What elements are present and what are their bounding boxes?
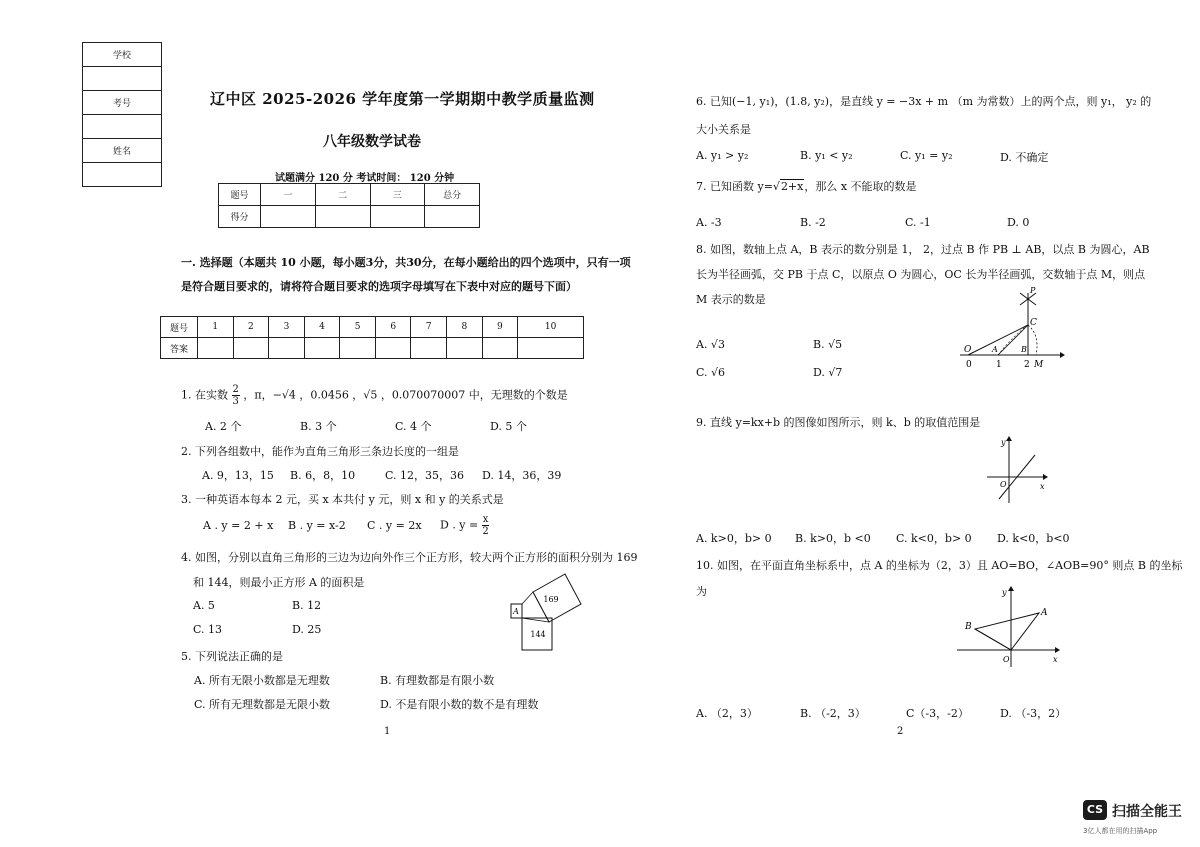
q3-option-a: A . y = 2 + x xyxy=(203,519,274,532)
answer-qnum: 1 xyxy=(198,317,234,338)
q10-option-b: B. （-2，3） xyxy=(800,707,866,720)
exam-meta: 试题满分 120 分 考试时间： 120 分钟 xyxy=(275,173,455,184)
q8-option-d: D. √7 xyxy=(813,366,843,379)
q5-option-a: A. 所有无限小数都是无理数 xyxy=(194,674,330,687)
q4-option-a: A. 5 xyxy=(193,599,215,612)
q10-label-b: B xyxy=(965,622,972,632)
q7-radical-sign: √ xyxy=(772,180,780,193)
answer-cell xyxy=(518,338,584,359)
q9-option-c: C. k<0，b> 0 xyxy=(896,532,972,545)
q9-line-graph-figure xyxy=(985,433,1055,505)
answer-qnum: 3 xyxy=(269,317,305,338)
q3-frac-num: x xyxy=(482,514,489,525)
answer-cell xyxy=(233,338,269,359)
q10-option-d: D. （-3，2） xyxy=(1000,707,1067,720)
q1-option-a: A. 2 个 xyxy=(205,420,242,433)
answer-cell xyxy=(375,338,411,359)
answer-row1-label: 题号 xyxy=(161,317,198,338)
score-header: 一 xyxy=(261,184,316,206)
page-number-1: 1 xyxy=(384,726,391,737)
answer-qnum: 6 xyxy=(375,317,411,338)
q4-squares-figure xyxy=(505,572,585,652)
q7-option-a: A. -3 xyxy=(696,216,722,229)
q9-option-d: D. k<0，b<0 xyxy=(997,532,1070,545)
name-label: 姓名 xyxy=(83,139,162,163)
section1-line2: 是符合题目要求的，请将符合题目要求的选项字母填写在下表中对应的题号下面） xyxy=(181,280,577,293)
watermark-brand: 扫描全能王 xyxy=(1112,804,1182,820)
q8-label-m: M xyxy=(1034,360,1044,370)
answer-qnum: 8 xyxy=(447,317,483,338)
answer-cell xyxy=(340,338,376,359)
q6-option-a: A. y₁ > y₂ xyxy=(696,149,749,162)
student-info-box xyxy=(82,42,162,187)
answer-qnum: 7 xyxy=(411,317,447,338)
q10-label-y: y xyxy=(1002,588,1007,597)
q7-radicand: 2+x xyxy=(780,180,804,193)
q8-label-o: O xyxy=(964,345,972,355)
q7-post: ，那么 x 不能取的数是 xyxy=(804,180,917,193)
q10-label-o: O xyxy=(1003,655,1010,664)
q8-label-b: B xyxy=(1021,345,1027,354)
score-row-label: 得分 xyxy=(219,206,261,228)
q10-line1: 10. 如图，在平面直角坐标系中，点 A 的坐标为（2，3）且 AO=BO，∠AOB=90° 则点 B 的坐标 xyxy=(696,559,1183,572)
q9-label-o: O xyxy=(1000,480,1007,489)
q6-line2: 大小关系是 xyxy=(696,123,751,136)
q4-line2: 和 144，则最小正方形 A 的面积是 xyxy=(193,576,365,589)
q9-option-a: A. k>0，b> 0 xyxy=(696,532,772,545)
q7-pre: 7. 已知函数 y= xyxy=(696,180,773,193)
q6-option-c: C. y₁ = y₂ xyxy=(900,149,953,162)
q1-pre: 1. 在实数 xyxy=(181,388,228,402)
watermark-tagline: 3亿人都在用的扫描App xyxy=(1083,827,1158,835)
q3-option-d-label: D . y = xyxy=(440,518,479,532)
score-cell xyxy=(425,206,480,228)
q2-option-b: B. 6，8，10 xyxy=(290,469,356,482)
answer-cell xyxy=(304,338,340,359)
score-table xyxy=(218,183,480,228)
q10-label-a: A xyxy=(1041,608,1048,618)
q3-option-d xyxy=(440,514,489,537)
q10-coordinate-figure xyxy=(955,585,1065,670)
q10-option-a: A. （2，3） xyxy=(696,707,758,720)
q8-tick-0: 0 xyxy=(966,360,972,370)
q4-line1: 4. 如图，分别以直角三角形的三边为边向外作三个正方形，较大两个正方形的面积分别为 169 xyxy=(181,551,638,564)
q9-label-x: x xyxy=(1040,482,1045,491)
q2-option-c: C. 12，35，36 xyxy=(385,469,465,482)
q8-tick-1: 1 xyxy=(996,360,1002,370)
q10-line2: 为 xyxy=(696,585,707,598)
q8-line2: 长为半径画弧，交 PB 于点 C，以原点 O 为圆心，OC 长为半径画弧，交数轴于点 M，则点 xyxy=(696,268,1146,281)
answer-table xyxy=(160,316,584,359)
q4-label-169: 169 xyxy=(543,595,559,604)
name-field xyxy=(83,163,162,187)
q4-option-c: C. 13 xyxy=(193,623,223,636)
q9-option-b: B. k>0，b <0 xyxy=(795,532,871,545)
answer-qnum: 9 xyxy=(482,317,518,338)
answer-row2-label: 答案 xyxy=(161,338,198,359)
q8-option-c: C. √6 xyxy=(696,366,726,379)
answer-qnum: 10 xyxy=(518,317,584,338)
school-label: 学校 xyxy=(83,43,162,67)
q3-stem: 3. 一种英语本每本 2 元，买 x 本共付 y 元，则 x 和 y 的关系式是 xyxy=(181,493,504,506)
q9-label-y: y xyxy=(1001,438,1006,447)
q10-label-x: x xyxy=(1053,655,1058,664)
q1-rest: ，π，−√4 ，0.0456 ，√5 ，0.070070007 中，无理数的个数是 xyxy=(243,388,568,402)
q5-option-d: D. 不是有限小数的数不是有理数 xyxy=(380,698,539,711)
q4-option-d: D. 25 xyxy=(292,623,322,636)
q5-option-c: C. 所有无理数都是无限小数 xyxy=(194,698,331,711)
score-cell xyxy=(315,206,370,228)
q1-option-d: D. 5 个 xyxy=(490,420,527,433)
exam-subtitle: 八年级数学试卷 xyxy=(323,134,421,150)
score-header: 二 xyxy=(315,184,370,206)
section1-line1: 一. 选择题（本题共 10 小题，每小题3分，共30分，在每小题给出的四个选项中，只有一项 xyxy=(181,256,631,269)
score-cell xyxy=(261,206,316,228)
score-header: 总分 xyxy=(425,184,480,206)
school-field xyxy=(83,67,162,91)
score-header: 题号 xyxy=(219,184,261,206)
q1-frac-den: 3 xyxy=(232,396,239,407)
q1-stem xyxy=(181,384,568,407)
q2-option-d: D. 14，36，39 xyxy=(482,469,562,482)
answer-cell xyxy=(411,338,447,359)
q8-tick-2: 2 xyxy=(1024,360,1030,370)
q8-number-line-figure xyxy=(950,285,1065,375)
q3-frac-den: 2 xyxy=(482,526,489,537)
q1-fraction xyxy=(232,384,240,407)
q7-option-b: B. -2 xyxy=(800,216,826,229)
q1-frac-num: 2 xyxy=(232,384,239,395)
q8-label-p: P xyxy=(1030,286,1036,295)
q10-option-c: C（-3，-2） xyxy=(906,707,969,720)
answer-qnum: 4 xyxy=(304,317,340,338)
q8-label-c: C xyxy=(1030,318,1037,328)
q6-option-b: B. y₁ < y₂ xyxy=(800,149,853,162)
q7-stem xyxy=(696,178,917,194)
q5-stem: 5. 下列说法正确的是 xyxy=(181,650,283,663)
camscanner-logo-icon: CS xyxy=(1083,800,1107,820)
q8-label-a: A xyxy=(992,345,998,354)
q7-option-c: C. -1 xyxy=(905,216,931,229)
page-number-2: 2 xyxy=(897,726,904,737)
q8-line3: M 表示的数是 xyxy=(696,293,766,306)
q4-option-b: B. 12 xyxy=(292,599,322,612)
answer-qnum: 5 xyxy=(340,317,376,338)
answer-qnum: 2 xyxy=(233,317,269,338)
answer-cell xyxy=(482,338,518,359)
q9-stem: 9. 直线 y=kx+b 的图像如图所示，则 k、b 的取值范围是 xyxy=(696,416,981,429)
q6-line1: 6. 已知(−1, y₁)，(1.8, y₂)，是直线 y = −3x + m （m 为常数）上的两个点，则 y₁， y₂ 的 xyxy=(696,95,1152,108)
q3-option-c: C . y = 2x xyxy=(367,519,422,532)
q4-label-a: A xyxy=(513,607,519,616)
exam-no-field xyxy=(83,115,162,139)
q2-stem: 2. 下列各组数中，能作为直角三角形三条边长度的一组是 xyxy=(181,445,459,458)
q5-option-b: B. 有理数都是有限小数 xyxy=(380,674,495,687)
q6-option-d: D. 不确定 xyxy=(1000,151,1049,164)
answer-cell xyxy=(198,338,234,359)
answer-cell xyxy=(269,338,305,359)
score-cell xyxy=(370,206,425,228)
q4-label-144: 144 xyxy=(530,630,546,639)
q3-option-b: B . y = x-2 xyxy=(288,519,346,532)
q7-option-d: D. 0 xyxy=(1007,216,1030,229)
q1-option-c: C. 4 个 xyxy=(395,420,432,433)
q8-line1: 8. 如图，数轴上点 A，B 表示的数分别是 1， 2，过点 B 作 PB ⊥ AB，以点 B 为圆心，AB xyxy=(696,243,1150,256)
exam-no-label: 考号 xyxy=(83,91,162,115)
q8-option-b: B. √5 xyxy=(813,338,843,351)
q8-option-a: A. √3 xyxy=(696,338,725,351)
exam-title: 辽中区 2025-2026 学年度第一学期期中教学质量监测 xyxy=(210,90,595,108)
answer-cell xyxy=(447,338,483,359)
q3-fraction xyxy=(482,514,490,537)
q2-option-a: A. 9，13，15 xyxy=(202,469,274,482)
q1-option-b: B. 3 个 xyxy=(300,420,337,433)
score-header: 三 xyxy=(370,184,425,206)
